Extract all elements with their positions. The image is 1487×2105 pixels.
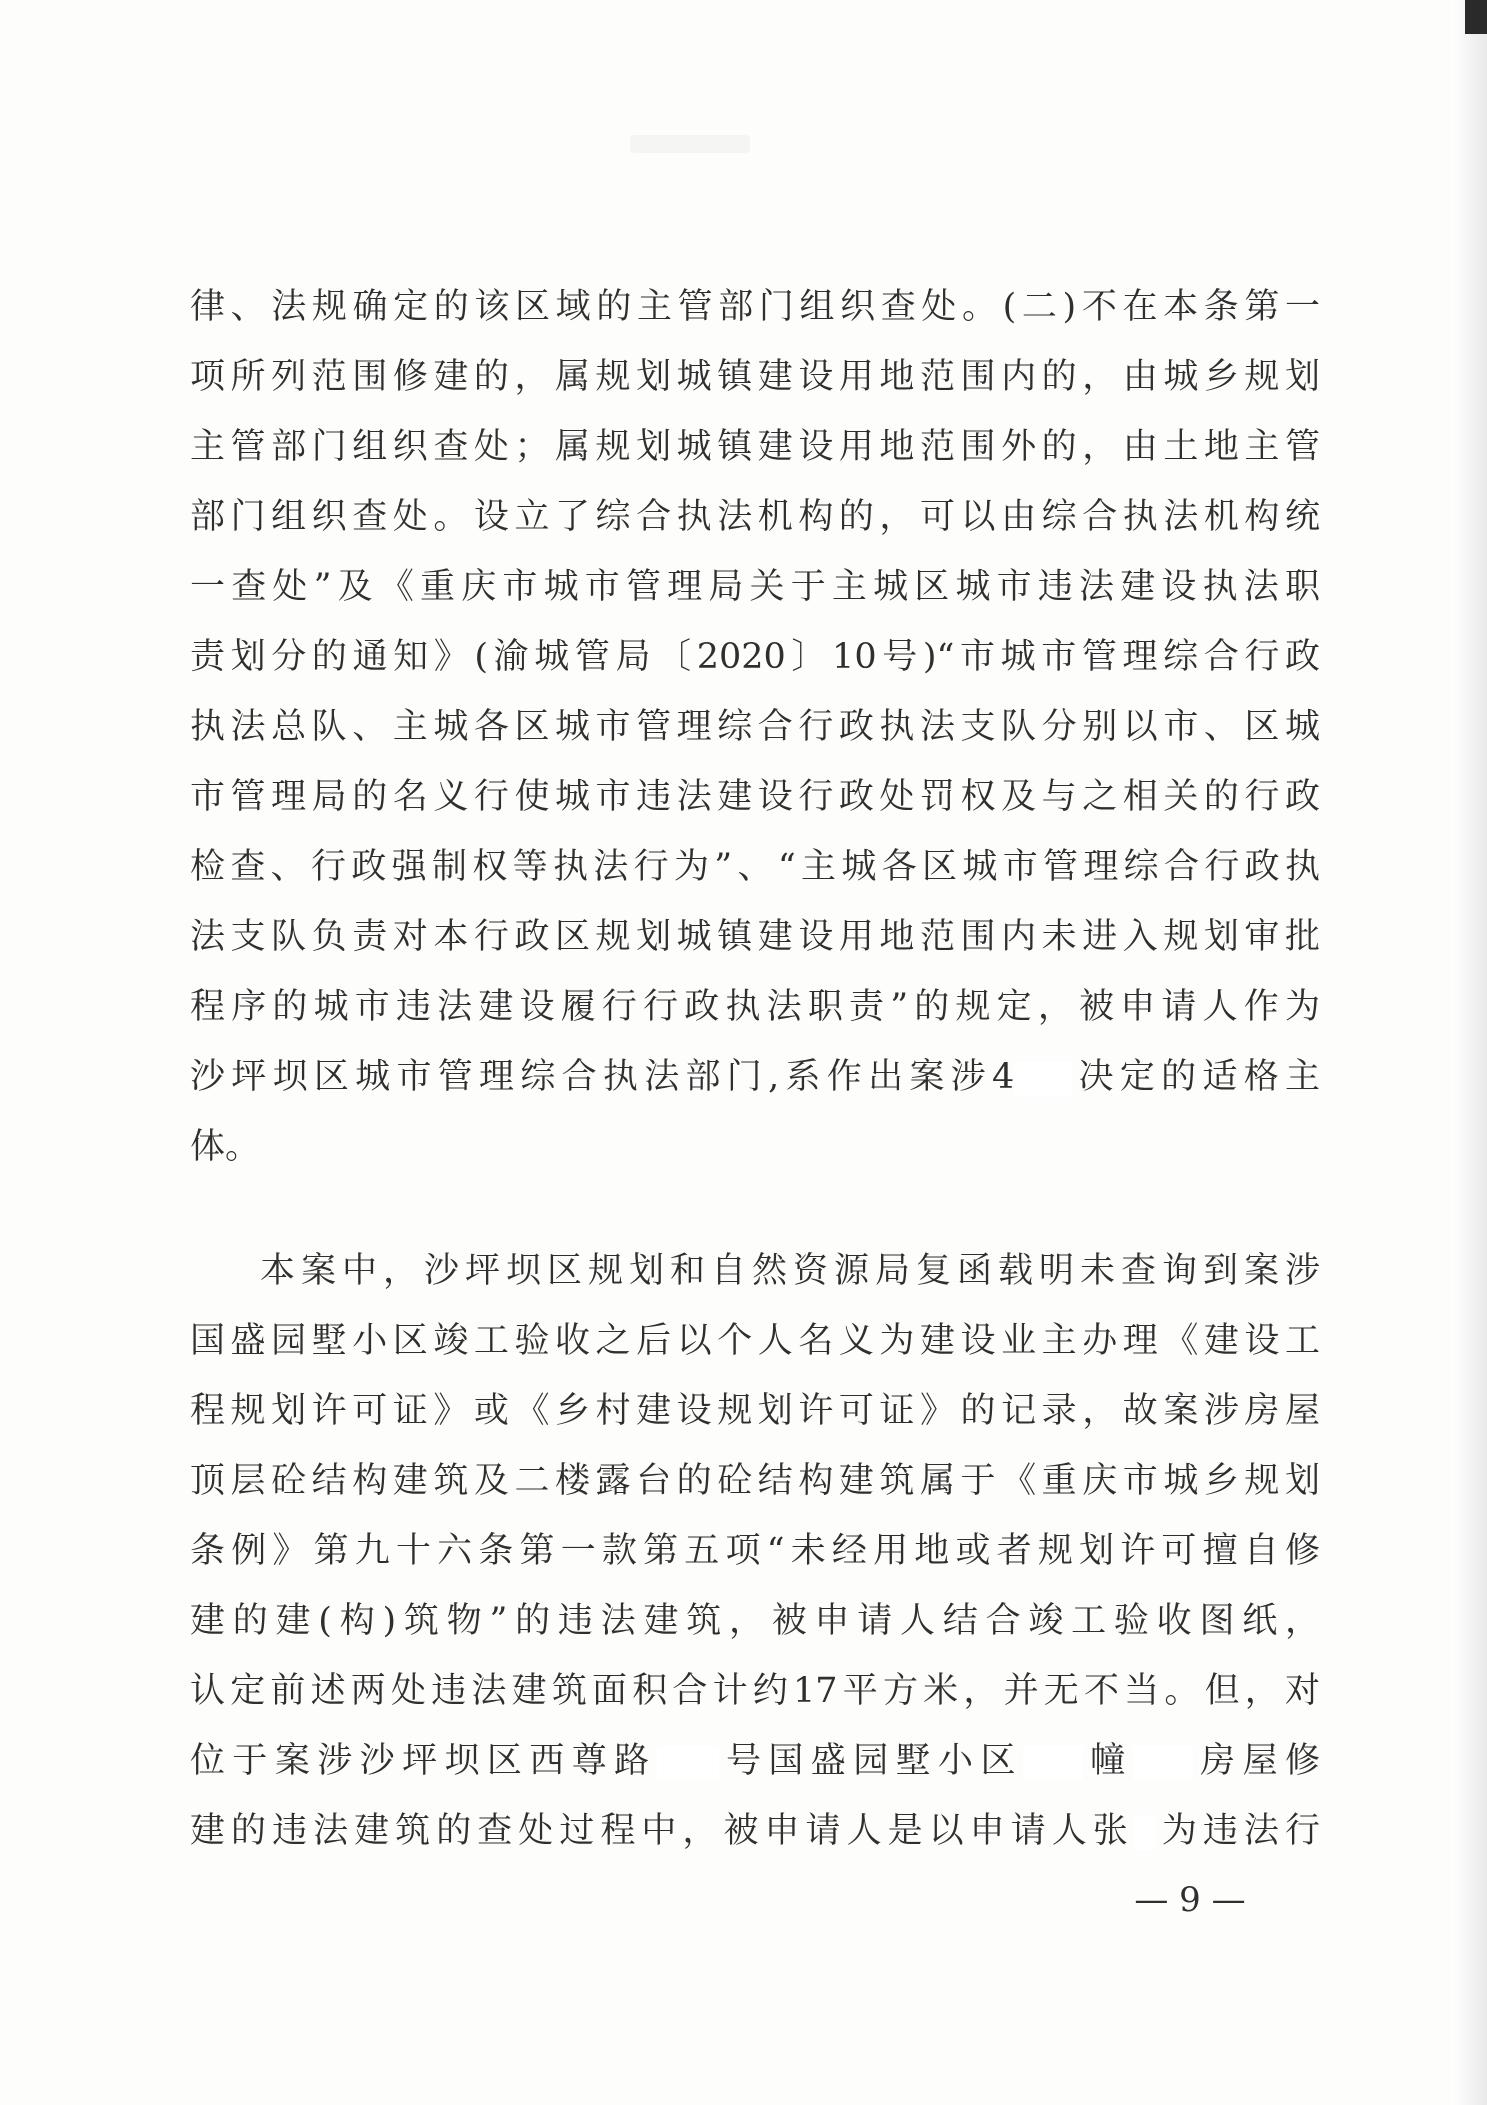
text-line: 检查、行政强制权等执法行为”、“主城各区城市管理综合行政执 bbox=[190, 847, 1320, 887]
text-line: 执法总队、主城各区城市管理综合行政执法支队分别以市、区城 bbox=[190, 707, 1320, 747]
text-segment: 为违法行 bbox=[1155, 1811, 1320, 1851]
text-line: 法支队负责对本行政区规划城镇建设用地范围内未进入规划审批 bbox=[190, 917, 1320, 957]
text-segment: 号国盛园墅小区 bbox=[718, 1741, 1023, 1781]
page-number: — 9 — bbox=[1134, 1880, 1246, 1920]
text-segment: 决定的适格主 bbox=[1072, 1057, 1320, 1097]
text-segment: 建的违法建筑的查处过程中，被申请人是以申请人张 bbox=[190, 1811, 1134, 1851]
text-line: 程规划许可证》或《乡村建设规划许可证》的记录，故案涉房屋 bbox=[190, 1391, 1320, 1431]
text-line: 建的建(构)筑物”的违法建筑，被申请人结合竣工验收图纸， bbox=[190, 1601, 1320, 1641]
text-segment: 位于案涉沙坪坝区西尊路 bbox=[190, 1741, 657, 1781]
text-line: 责划分的通知》(渝城管局〔2020〕10号)“市城市管理综合行政 bbox=[190, 637, 1320, 677]
scan-edge-shadow bbox=[1451, 0, 1487, 2105]
text-line: 一查处”及《重庆市城市管理局关于主城区城市违法建设执法职 bbox=[190, 567, 1320, 607]
scan-corner-mark bbox=[1465, 0, 1487, 34]
body-text bbox=[190, 272, 1320, 1866]
text-line bbox=[190, 1796, 1320, 1866]
text-line: 主管部门组织查处；属规划城镇建设用地范围外的，由土地主管 bbox=[190, 427, 1320, 467]
text-line: 程序的城市违法建设履行行政执法职责”的规定，被申请人作为 bbox=[190, 987, 1320, 1027]
text-line: 国盛园墅小区竣工验收之后以个人名义为建设业主办理《建设工 bbox=[190, 1321, 1320, 1361]
text-segment: 幢 bbox=[1082, 1741, 1133, 1781]
text-segment: 房屋修 bbox=[1192, 1741, 1320, 1781]
text-line: 顶层砼结构建筑及二楼露台的砼结构建筑属于《重庆市城乡规划 bbox=[190, 1461, 1320, 1501]
redaction-box bbox=[1134, 1816, 1156, 1850]
text-line: 认定前述两处违法建筑面积合计约17平方米，并无不当。但，对 bbox=[190, 1671, 1320, 1711]
text-line bbox=[190, 1042, 1320, 1112]
redaction-box bbox=[657, 1746, 719, 1780]
text-line bbox=[190, 1726, 1320, 1796]
redaction-box bbox=[1014, 1062, 1072, 1096]
redaction-box bbox=[1133, 1746, 1193, 1780]
text-line: 体。 bbox=[190, 1127, 261, 1167]
redaction-box bbox=[1023, 1746, 1083, 1780]
text-line: 项所列范围修建的，属规划城镇建设用地范围内的，由城乡规划 bbox=[190, 357, 1320, 397]
text-segment: 沙坪坝区城市管理综合执法部门,系作出案涉4 bbox=[190, 1057, 1015, 1097]
bleed-through-mark bbox=[630, 135, 750, 153]
text-line: 部门组织查处。设立了综合执法机构的，可以由综合执法机构统 bbox=[190, 497, 1320, 537]
text-line: 市管理局的名义行使城市违法建设行政处罚权及与之相关的行政 bbox=[190, 777, 1320, 817]
text-line: 本案中，沙坪坝区规划和自然资源局复函载明未查询到案涉 bbox=[260, 1251, 1320, 1291]
text-line: 律、法规确定的该区域的主管部门组织查处。(二)不在本条第一 bbox=[190, 287, 1320, 327]
text-line: 条例》第九十六条第一款第五项“未经用地或者规划许可擅自修 bbox=[190, 1531, 1320, 1571]
